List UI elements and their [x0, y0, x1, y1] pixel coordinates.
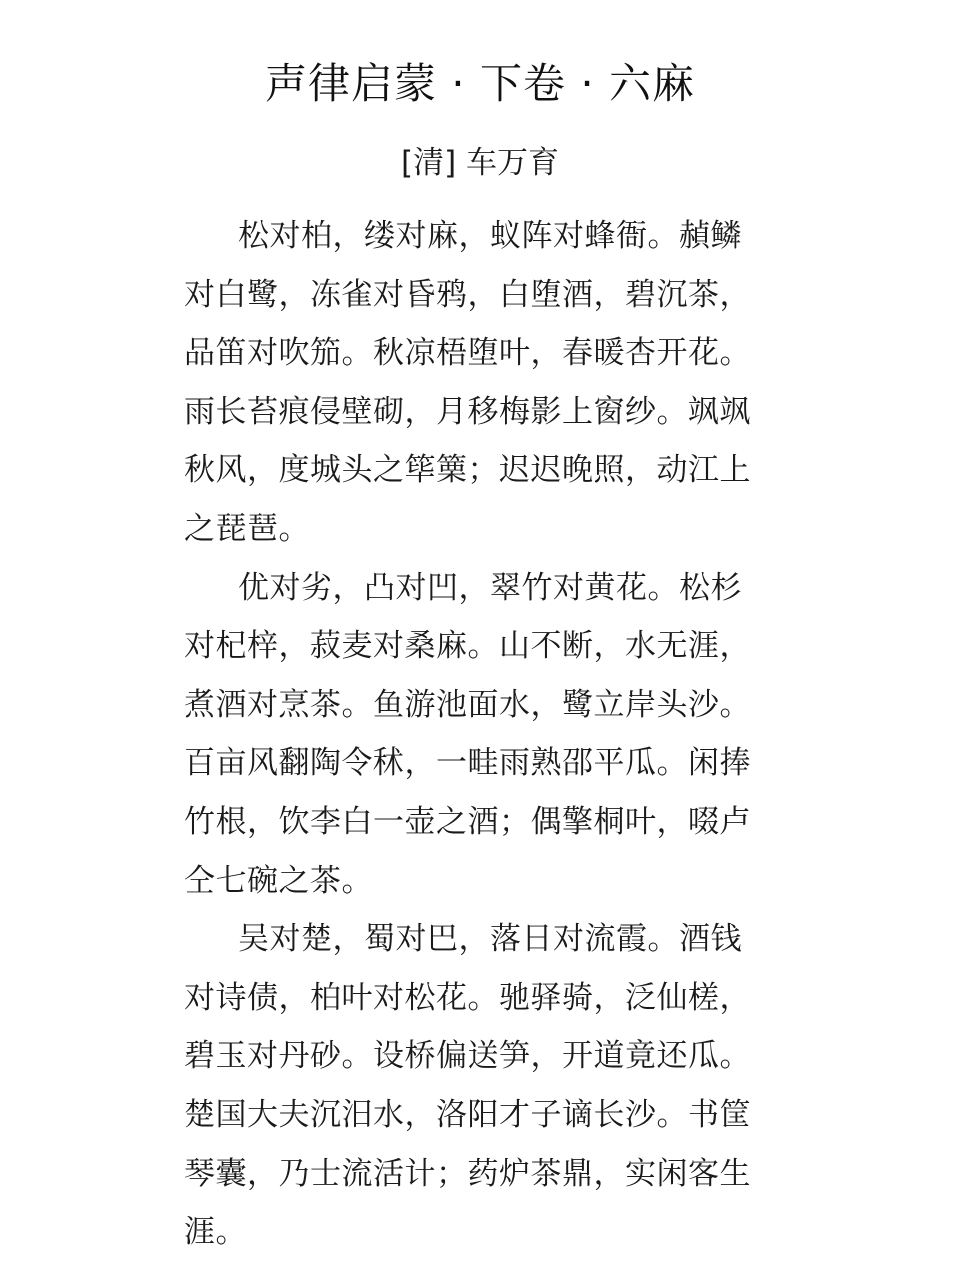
paragraph-3	[184, 910, 784, 1262]
text-line: 碧玉对丹砂。设桥偏送笋，开道竟还瓜。	[184, 1038, 751, 1075]
text-line: 对杞梓，菽麦对桑麻。山不断，水无涯，	[184, 628, 751, 665]
author-line: [清] 车万育	[400, 145, 560, 181]
text-line: 品笛对吹笳。秋凉梧堕叶，春暖杏开花。	[184, 335, 751, 372]
text-line: 竹根，饮李白一壶之酒；偶擎桐叶，啜卢	[184, 803, 751, 840]
text-line: 雨长苔痕侵壁砌，月移梅影上窗纱。飒飒	[184, 393, 751, 430]
text-line: 优对劣，凸对凹，翠竹对黄花。松杉	[238, 569, 742, 606]
poem-body	[184, 207, 784, 1262]
text-line: 楚国大夫沉汨水，洛阳才子谪长沙。书筐	[184, 1096, 751, 1133]
text-line: 之琵琶。	[184, 510, 310, 547]
text-line: 吴对楚，蜀对巴，落日对流霞。酒钱	[238, 921, 742, 958]
page-title: 声律启蒙 · 下卷 · 六麻	[264, 59, 696, 108]
text-line: 秋风，度城头之筚篥；迟迟晚照，动江上	[184, 452, 751, 489]
paragraph-2	[184, 559, 784, 911]
text-line: 仝七碗之茶。	[184, 862, 373, 899]
text-line: 涯。	[184, 1214, 247, 1251]
text-line: 百亩风翻陶令秫，一畦雨熟邵平瓜。闲捧	[184, 745, 751, 782]
text-line: 松对柏，缕对麻，蚁阵对蜂衙。赬鳞	[238, 218, 742, 254]
paragraph-1	[184, 207, 784, 559]
text-line: 煮酒对烹茶。鱼游池面水，鹭立岸头沙。	[184, 686, 751, 723]
text-line: 琴囊，乃士流活计；药炉茶鼎，实闲客生	[184, 1155, 751, 1192]
text-line: 对诗债，柏叶对松花。驰驿骑，泛仙槎，	[184, 979, 751, 1016]
text-line: 对白鹭，冻雀对昏鸦，白堕酒，碧沉茶，	[184, 276, 751, 313]
